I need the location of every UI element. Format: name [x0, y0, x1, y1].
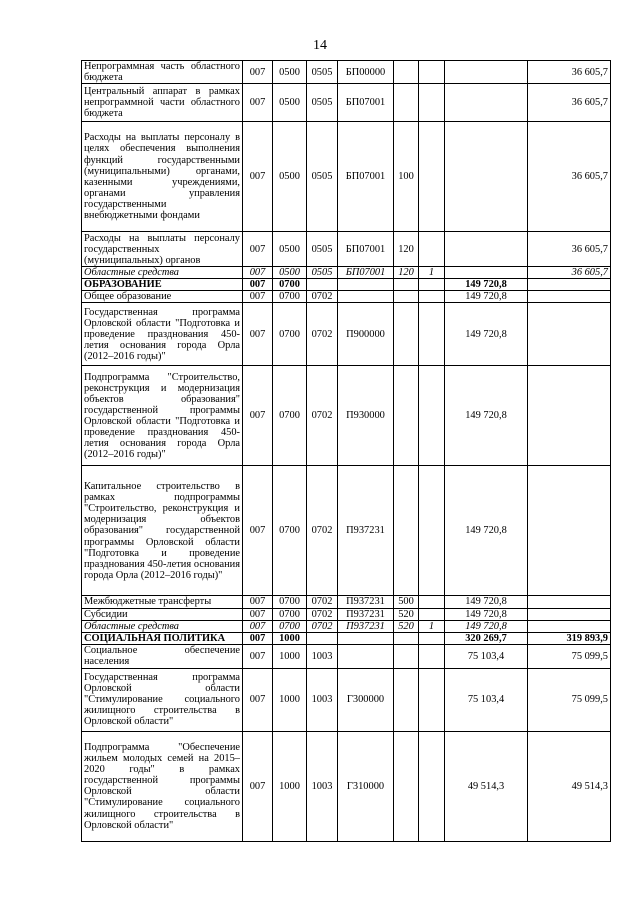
cell-csr: БП07001 [338, 232, 394, 267]
cell-ved: 007 [243, 668, 273, 731]
cell-podr [307, 279, 338, 291]
cell-vr [394, 291, 419, 303]
table-row [82, 644, 611, 668]
table-row [82, 466, 611, 596]
cell-vr: 520 [394, 620, 419, 632]
cell-razd: 0700 [273, 366, 307, 466]
table-row [82, 620, 611, 632]
cell-razd: 1000 [273, 644, 307, 668]
cell-amount-2: 36 605,7 [528, 232, 611, 267]
cell-razd: 1000 [273, 731, 307, 841]
table-row [82, 267, 611, 279]
cell-podr: 0702 [307, 466, 338, 596]
cell-razd: 0700 [273, 291, 307, 303]
cell-src [419, 731, 445, 841]
table-row [82, 291, 611, 303]
cell-src [419, 303, 445, 366]
cell-podr: 0702 [307, 366, 338, 466]
cell-name: СОЦИАЛЬНАЯ ПОЛИТИКА [82, 632, 243, 644]
cell-csr: БП00000 [338, 61, 394, 84]
cell-name: Расходы на выплаты персоналу в целях обеспечения выполнения функций государственными (муниципальными) органами, казенными учреждениями, органами управления государственными внебюджетными фондами [82, 122, 243, 232]
table-row [82, 303, 611, 366]
cell-csr: П930000 [338, 366, 394, 466]
cell-src: 1 [419, 620, 445, 632]
cell-src [419, 232, 445, 267]
cell-ved: 007 [243, 61, 273, 84]
table-row [82, 84, 611, 122]
cell-amount-1: 149 720,8 [445, 366, 528, 466]
cell-csr: БП07001 [338, 267, 394, 279]
cell-amount-2 [528, 303, 611, 366]
cell-razd: 0700 [273, 608, 307, 620]
table-row [82, 596, 611, 608]
cell-podr: 0505 [307, 84, 338, 122]
cell-amount-2 [528, 608, 611, 620]
cell-csr: П937231 [338, 608, 394, 620]
cell-vr [394, 366, 419, 466]
cell-razd: 0700 [273, 620, 307, 632]
budget-table [81, 60, 611, 842]
cell-name: Областные средства [82, 267, 243, 279]
cell-amount-2: 36 605,7 [528, 61, 611, 84]
cell-podr: 0505 [307, 122, 338, 232]
cell-ved: 007 [243, 84, 273, 122]
cell-ved: 007 [243, 644, 273, 668]
cell-vr [394, 632, 419, 644]
cell-amount-1: 149 720,8 [445, 291, 528, 303]
cell-src [419, 61, 445, 84]
cell-razd: 1000 [273, 668, 307, 731]
cell-name: Подпрограмма "Обеспечение жильем молодых семей на 2015–2020 годы" в рамках государственной программы Орловской области "Стимулирование социального жилищного строительства в Орловской области" [82, 731, 243, 841]
table-row [82, 632, 611, 644]
cell-amount-2: 319 893,9 [528, 632, 611, 644]
cell-csr: П937231 [338, 620, 394, 632]
cell-vr: 120 [394, 267, 419, 279]
cell-ved: 007 [243, 366, 273, 466]
cell-podr [307, 632, 338, 644]
cell-podr: 1003 [307, 644, 338, 668]
cell-ved: 007 [243, 596, 273, 608]
cell-vr: 500 [394, 596, 419, 608]
cell-csr: Г310000 [338, 731, 394, 841]
cell-vr [394, 303, 419, 366]
cell-csr: П900000 [338, 303, 394, 366]
table-row [82, 731, 611, 841]
cell-src [419, 632, 445, 644]
cell-ved: 007 [243, 291, 273, 303]
cell-name: Государственная программа Орловской области "Подготовка и проведение празднования 450-летия основания города Орла (2012–2016 годы)" [82, 303, 243, 366]
cell-src [419, 608, 445, 620]
cell-src [419, 644, 445, 668]
cell-razd: 0500 [273, 122, 307, 232]
table-row [82, 232, 611, 267]
cell-amount-1: 149 720,8 [445, 466, 528, 596]
cell-amount-2 [528, 366, 611, 466]
page-number: 14 [313, 38, 327, 53]
cell-src [419, 466, 445, 596]
cell-amount-1: 75 103,4 [445, 644, 528, 668]
cell-amount-2 [528, 596, 611, 608]
cell-src [419, 366, 445, 466]
cell-name: Центральный аппарат в рамках непрограммной части областного бюджета [82, 84, 243, 122]
cell-amount-1: 149 720,8 [445, 279, 528, 291]
cell-vr: 520 [394, 608, 419, 620]
cell-podr: 0702 [307, 608, 338, 620]
cell-podr: 0702 [307, 291, 338, 303]
cell-src [419, 668, 445, 731]
cell-name: Социальное обеспечение населения [82, 644, 243, 668]
cell-name: Расходы на выплаты персоналу государственных (муниципальных) органов [82, 232, 243, 267]
cell-name: Областные средства [82, 620, 243, 632]
cell-vr [394, 668, 419, 731]
cell-razd: 1000 [273, 632, 307, 644]
cell-ved: 007 [243, 122, 273, 232]
cell-amount-2: 75 099,5 [528, 644, 611, 668]
cell-amount-2: 49 514,3 [528, 731, 611, 841]
cell-amount-1: 149 720,8 [445, 608, 528, 620]
cell-amount-2 [528, 291, 611, 303]
cell-csr: П937231 [338, 466, 394, 596]
table-row [82, 279, 611, 291]
cell-csr: БП07001 [338, 122, 394, 232]
cell-ved: 007 [243, 466, 273, 596]
cell-amount-2 [528, 466, 611, 596]
cell-csr [338, 644, 394, 668]
cell-ved: 007 [243, 303, 273, 366]
cell-amount-2: 75 099,5 [528, 668, 611, 731]
cell-csr: БП07001 [338, 84, 394, 122]
cell-razd: 0500 [273, 232, 307, 267]
cell-amount-2 [528, 620, 611, 632]
cell-amount-1 [445, 232, 528, 267]
cell-ved: 007 [243, 731, 273, 841]
cell-amount-1: 320 269,7 [445, 632, 528, 644]
table-row [82, 608, 611, 620]
cell-name: Непрограммная часть областного бюджета [82, 61, 243, 84]
cell-amount-2: 36 605,7 [528, 122, 611, 232]
table-row [82, 668, 611, 731]
cell-src: 1 [419, 267, 445, 279]
cell-vr [394, 731, 419, 841]
cell-ved: 007 [243, 608, 273, 620]
cell-csr [338, 291, 394, 303]
cell-ved: 007 [243, 620, 273, 632]
cell-vr [394, 84, 419, 122]
cell-amount-2 [528, 279, 611, 291]
cell-amount-1 [445, 84, 528, 122]
cell-vr [394, 466, 419, 596]
cell-vr [394, 279, 419, 291]
cell-src [419, 291, 445, 303]
cell-razd: 0700 [273, 303, 307, 366]
cell-vr [394, 61, 419, 84]
cell-amount-2: 36 605,7 [528, 84, 611, 122]
cell-podr: 0505 [307, 232, 338, 267]
cell-name: Государственная программа Орловской области "Стимулирование социального жилищного строительства в Орловской области" [82, 668, 243, 731]
cell-amount-1: 149 720,8 [445, 596, 528, 608]
cell-csr [338, 279, 394, 291]
cell-razd: 0500 [273, 267, 307, 279]
cell-podr: 1003 [307, 731, 338, 841]
cell-amount-1 [445, 267, 528, 279]
cell-podr: 0702 [307, 620, 338, 632]
cell-razd: 0700 [273, 596, 307, 608]
cell-name: Капитальное строительство в рамках подпрограммы "Строительство, реконструкция и модернизация объектов образования" государственной программы Орловской области "Подготовка и проведение празднования 450-летия основания города Орла (2012–2016 годы)" [82, 466, 243, 596]
table-row [82, 61, 611, 84]
cell-src [419, 122, 445, 232]
cell-name: ОБРАЗОВАНИЕ [82, 279, 243, 291]
cell-amount-1: 149 720,8 [445, 620, 528, 632]
cell-ved: 007 [243, 267, 273, 279]
cell-razd: 0500 [273, 84, 307, 122]
cell-podr: 0505 [307, 267, 338, 279]
cell-ved: 007 [243, 279, 273, 291]
table-row [82, 122, 611, 232]
cell-amount-1: 49 514,3 [445, 731, 528, 841]
cell-vr [394, 644, 419, 668]
cell-razd: 0500 [273, 61, 307, 84]
cell-src [419, 596, 445, 608]
cell-ved: 007 [243, 232, 273, 267]
cell-name: Субсидии [82, 608, 243, 620]
cell-vr: 120 [394, 232, 419, 267]
cell-podr: 0505 [307, 61, 338, 84]
cell-amount-1: 149 720,8 [445, 303, 528, 366]
cell-name: Подпрограмма "Строительство, реконструкция и модернизация объектов образования" государственной программы Орловской области "Подготовка и проведение празднования 450-летия основания города Орла (2012–2016 годы)" [82, 366, 243, 466]
cell-csr: П937231 [338, 596, 394, 608]
cell-name: Межбюджетные трансферты [82, 596, 243, 608]
cell-razd: 0700 [273, 279, 307, 291]
cell-src [419, 279, 445, 291]
cell-podr: 0702 [307, 596, 338, 608]
cell-name: Общее образование [82, 291, 243, 303]
cell-podr: 1003 [307, 668, 338, 731]
cell-razd: 0700 [273, 466, 307, 596]
cell-amount-1: 75 103,4 [445, 668, 528, 731]
table-row [82, 366, 611, 466]
cell-csr: Г300000 [338, 668, 394, 731]
cell-src [419, 84, 445, 122]
cell-ved: 007 [243, 632, 273, 644]
cell-csr [338, 632, 394, 644]
cell-amount-1 [445, 61, 528, 84]
cell-vr: 100 [394, 122, 419, 232]
cell-podr: 0702 [307, 303, 338, 366]
cell-amount-2: 36 605,7 [528, 267, 611, 279]
cell-amount-1 [445, 122, 528, 232]
